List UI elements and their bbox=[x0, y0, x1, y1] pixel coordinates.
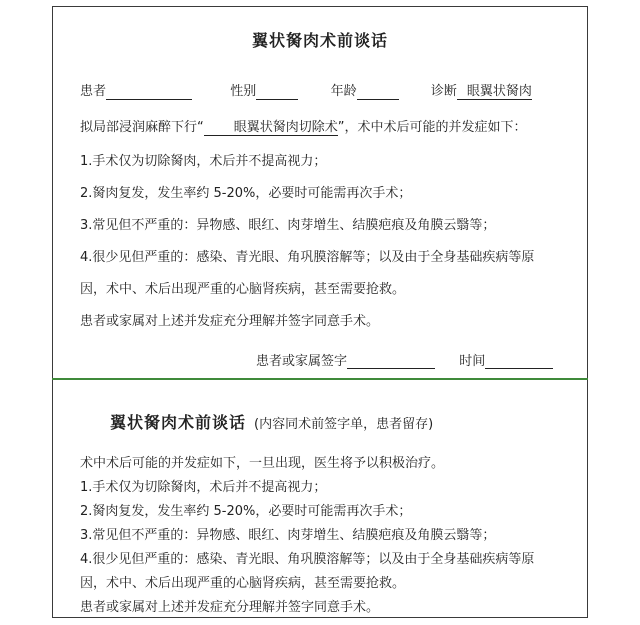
form1-item: 3.常见但不严重的：异物感、眼红、肉芽增生、结膜疤痕及角膜云翳等； bbox=[80, 218, 496, 233]
patient-info-row bbox=[80, 80, 532, 100]
intro-suffix: ”，术中术后可能的并发症如下： bbox=[337, 120, 527, 135]
form1-consent-statement: 患者或家属对上述并发症充分理解并签字同意手术。 bbox=[80, 314, 380, 329]
intro-line bbox=[80, 116, 527, 136]
form1-item: 2.胬肉复发，发生率约 5-20%，必要时可能需再次手术； bbox=[80, 186, 412, 201]
signature-row bbox=[256, 350, 553, 369]
form2-line: 3.常见但不严重的：异物感、眼红、肉芽增生、结膜疤痕及角膜云翳等； bbox=[80, 528, 496, 543]
form1-title: 翼状胬肉术前谈话 bbox=[251, 31, 388, 50]
form2-title-row bbox=[110, 410, 433, 433]
surgery-name-value[interactable]: 眼翼状胬肉切除术 bbox=[234, 116, 338, 136]
diagnosis-value[interactable]: 眼翼状胬肉 bbox=[467, 80, 532, 100]
signature-label: 患者或家属签字 bbox=[256, 354, 348, 369]
form2-consent-statement: 患者或家属对上述并发症充分理解并签字同意手术。 bbox=[80, 600, 380, 615]
patient-label: 患者 bbox=[80, 84, 107, 99]
form2-line: 1.手术仅为切除胬肉，术后并不提高视力； bbox=[80, 480, 327, 495]
form2-line: 4.很少见但严重的：感染、青光眼、角巩膜溶解等；以及由于全身基础疾病等原 bbox=[80, 552, 535, 567]
intro-prefix: 拟局部浸润麻醉下行“ bbox=[80, 120, 204, 135]
patient-name-field[interactable] bbox=[106, 85, 192, 100]
form2-subtitle: (内容同术前签字单，患者留存) bbox=[254, 417, 434, 432]
form1-item: 4.很少见但严重的：感染、青光眼、角巩膜溶解等；以及由于全身基础疾病等原 bbox=[80, 250, 535, 265]
section-divider bbox=[52, 378, 588, 380]
time-field[interactable] bbox=[485, 354, 553, 369]
form1-item: 1.手术仅为切除胬肉，术后并不提高视力； bbox=[80, 154, 327, 169]
form1-item: 因，术中、术后出现严重的心脑肾疾病，甚至需要抢救。 bbox=[80, 282, 406, 297]
form2-line: 术中术后可能的并发症如下，一旦出现，医生将予以积极治疗。 bbox=[80, 456, 445, 471]
diagnosis-label: 诊断 bbox=[430, 84, 457, 99]
form2-title: 翼状胬肉术前谈话 bbox=[110, 413, 247, 432]
gender-label: 性别 bbox=[230, 84, 257, 99]
time-label: 时间 bbox=[459, 354, 486, 369]
form2-line: 因，术中、术后出现严重的心脑肾疾病，甚至需要抢救。 bbox=[80, 576, 406, 591]
gender-field[interactable] bbox=[256, 85, 298, 100]
age-label: 年龄 bbox=[330, 84, 357, 99]
age-field[interactable] bbox=[357, 85, 399, 100]
form2-line: 2.胬肉复发，发生率约 5-20%，必要时可能需再次手术； bbox=[80, 504, 412, 519]
signature-field[interactable] bbox=[347, 354, 435, 369]
